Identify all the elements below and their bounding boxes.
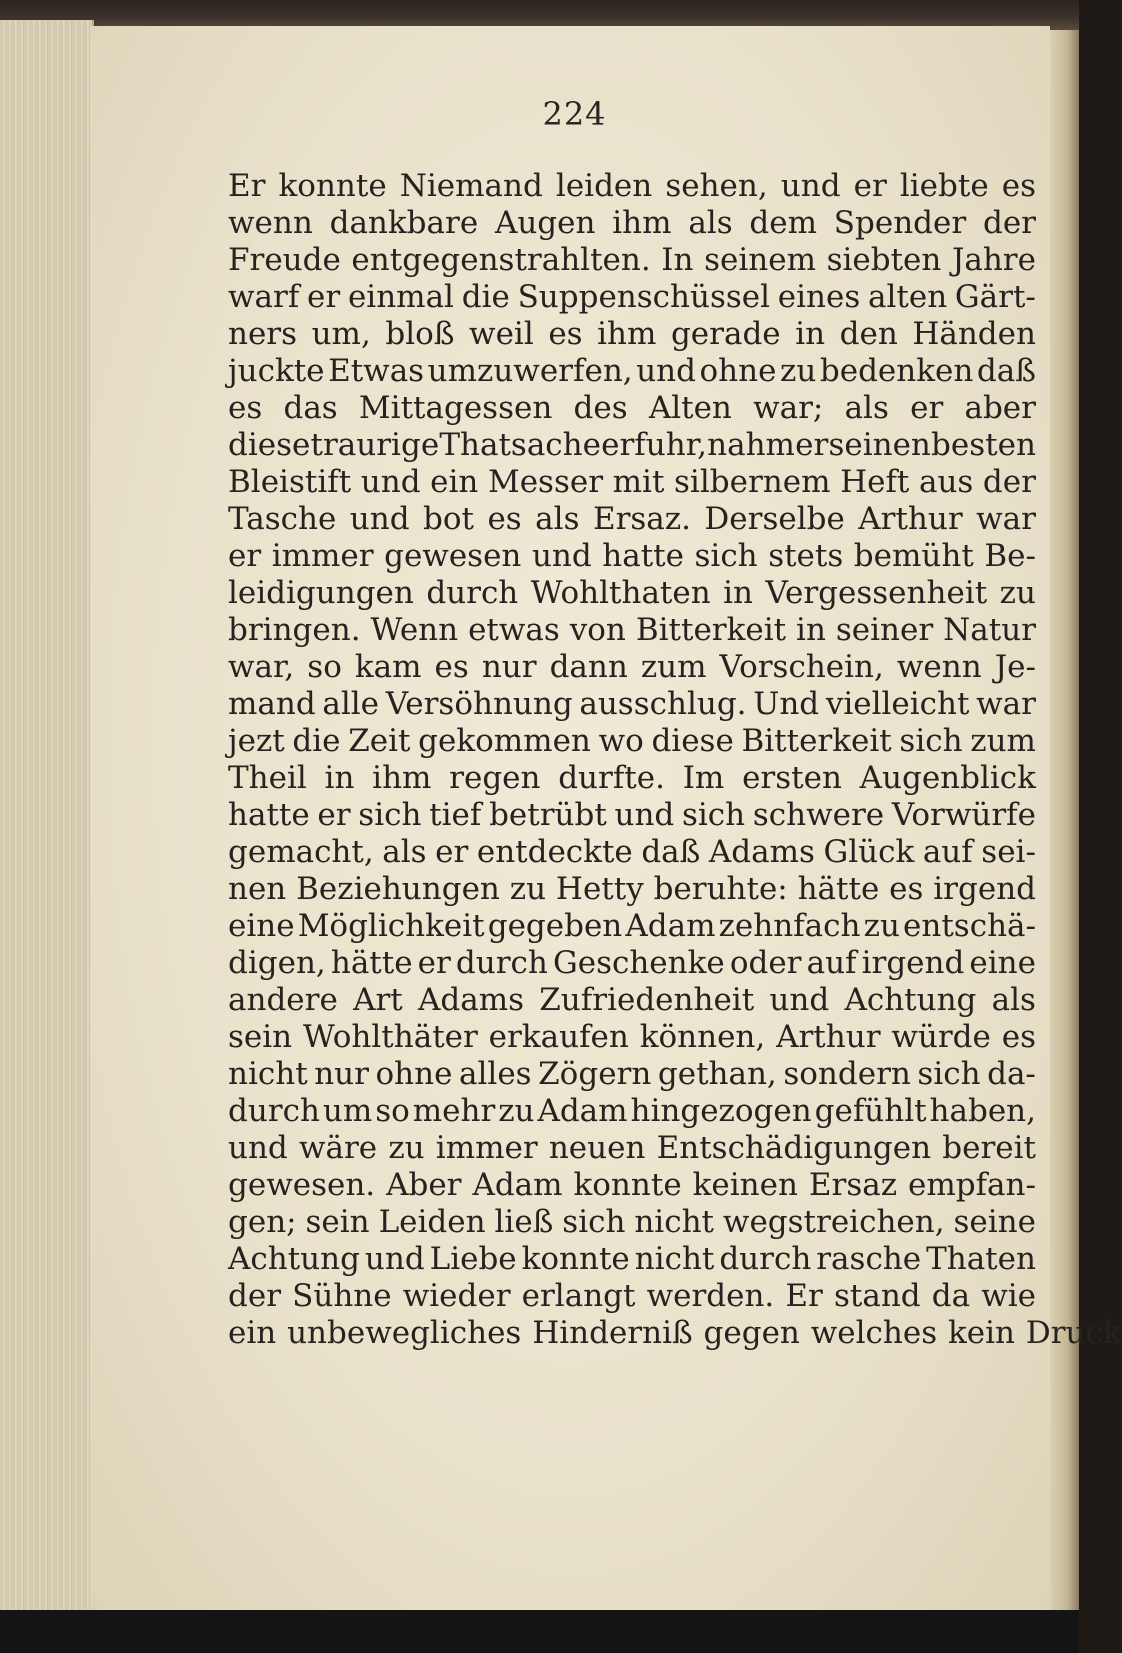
text-line <box>228 797 1036 834</box>
word: Vorschein, <box>719 649 884 685</box>
word: Bitterkeit <box>635 612 787 648</box>
body-text <box>228 168 1122 1352</box>
word: es <box>434 649 469 685</box>
word: und <box>769 982 830 1018</box>
word: sich <box>899 723 963 759</box>
text-line <box>228 205 1036 242</box>
word: hätte <box>330 945 413 981</box>
word: Augenblick <box>859 760 1036 796</box>
word: sehen, <box>665 168 768 204</box>
word: Glück <box>823 834 915 870</box>
word: Liebe <box>429 1241 517 1277</box>
word: nahm <box>707 427 795 463</box>
text-line <box>228 834 1036 871</box>
word: konnte <box>521 1241 630 1277</box>
word: Freude <box>228 242 341 278</box>
word: Theil <box>228 760 307 796</box>
word: der <box>982 464 1036 500</box>
word: schwere <box>752 797 885 833</box>
word: sich <box>917 1056 981 1092</box>
word: Hinderniß <box>532 1315 693 1351</box>
word: er <box>228 538 262 574</box>
word: des <box>573 390 628 426</box>
word: den <box>839 316 898 352</box>
word: dem <box>749 205 817 241</box>
word: er <box>317 797 351 833</box>
word: Händen <box>912 316 1036 352</box>
word: dann <box>549 649 628 685</box>
word: die <box>292 723 341 759</box>
word: da- <box>987 1056 1036 1092</box>
word: ausschlug. <box>579 686 747 722</box>
word: Heft <box>840 464 910 500</box>
word: wenn <box>228 205 313 241</box>
text-line <box>228 908 1036 945</box>
word: ihm <box>597 316 657 352</box>
word: er <box>853 168 887 204</box>
word: es <box>1001 1019 1036 1055</box>
word: Er <box>228 168 266 204</box>
word: Alten <box>648 390 732 426</box>
word: als <box>844 390 889 426</box>
word: war, <box>228 649 295 685</box>
word: Jahre <box>951 242 1036 278</box>
word: alle <box>322 686 380 722</box>
word: Wohlthaten <box>530 575 711 611</box>
text-line <box>228 168 1036 205</box>
word: andere <box>228 982 338 1018</box>
word: war; <box>753 390 824 426</box>
word: immer <box>435 1130 538 1166</box>
text-line <box>228 723 1036 760</box>
word: Derselbe <box>704 501 845 537</box>
word: wieder <box>402 1278 511 1314</box>
word: Spender <box>833 205 967 241</box>
word: Bleistift <box>228 464 352 500</box>
word: und <box>364 1241 425 1277</box>
word: sein <box>305 1204 370 1240</box>
text-line <box>228 1130 1036 1167</box>
word: als <box>535 501 580 537</box>
word: alten <box>868 279 948 315</box>
word: und <box>360 464 421 500</box>
word: zu <box>780 353 817 389</box>
word: auf <box>922 834 973 870</box>
word: kam <box>354 649 422 685</box>
word: eine <box>228 908 295 944</box>
word: zu <box>388 1130 425 1166</box>
word: Suppenschüssel <box>517 279 771 315</box>
text-line <box>228 982 1036 1019</box>
word: es <box>228 390 263 426</box>
word: aus <box>918 464 974 500</box>
word: kein <box>947 1315 1015 1351</box>
word: durfte. <box>558 760 665 796</box>
word: erfuhr, <box>601 427 707 463</box>
word: Adam <box>537 1093 628 1129</box>
word: eines <box>777 279 861 315</box>
word: als <box>382 834 427 870</box>
word: Entschädigungen <box>656 1130 932 1166</box>
word: Aber <box>386 1167 462 1203</box>
word: Er <box>785 1278 823 1314</box>
word: Bitterkeit <box>741 723 892 759</box>
word: durch <box>455 945 548 981</box>
word: eine <box>969 945 1036 981</box>
word: weil <box>469 316 534 352</box>
word: Adams <box>708 834 815 870</box>
word: und <box>636 353 696 389</box>
word: entgegenstrahlten. <box>351 242 651 278</box>
word: Vergessenheit <box>765 575 988 611</box>
word: als <box>688 205 733 241</box>
word: gewesen <box>384 538 522 574</box>
word: so <box>307 649 342 685</box>
word: es <box>487 501 522 537</box>
word: Sühne <box>292 1278 392 1314</box>
word: entdeckte <box>476 834 633 870</box>
word: seinem <box>704 242 816 278</box>
word: nicht <box>634 1204 715 1240</box>
word: und <box>228 1130 288 1166</box>
text-line <box>228 390 1036 427</box>
word: Wenn <box>370 612 459 648</box>
text-line <box>228 871 1036 908</box>
word: bemüht <box>853 538 974 574</box>
text-line <box>228 1019 1036 1056</box>
word: neuen <box>548 1130 646 1166</box>
word: Natur <box>943 612 1036 648</box>
word: Augen <box>494 205 596 241</box>
text-line <box>228 1278 1036 1315</box>
word: In <box>661 242 694 278</box>
word: regen <box>449 760 541 796</box>
word: bot <box>423 501 474 537</box>
text-line <box>228 1167 1036 1204</box>
word: würde <box>891 1019 991 1055</box>
word: Arthur <box>776 1019 881 1055</box>
word: zum <box>970 723 1036 759</box>
word: gefühlt <box>814 1093 927 1129</box>
word: umzuwerfen, <box>427 353 633 389</box>
word: erkaufen <box>488 1019 629 1055</box>
text-line <box>228 612 1036 649</box>
word: konnte <box>278 168 387 204</box>
word: hingezogen <box>630 1093 812 1129</box>
word: in <box>795 316 826 352</box>
word: da <box>931 1278 971 1314</box>
word: vielleicht <box>825 686 970 722</box>
word: er <box>435 834 469 870</box>
word: silbernem <box>674 464 831 500</box>
text-line <box>228 538 1036 575</box>
word: liebte <box>899 168 989 204</box>
word: der <box>982 205 1036 241</box>
word: sich <box>694 538 758 574</box>
text-line <box>228 1093 1036 1130</box>
word: er <box>417 945 451 981</box>
word: wie <box>981 1278 1036 1314</box>
word: haben, <box>929 1093 1036 1129</box>
text-line <box>228 945 1036 982</box>
word: oder <box>729 945 802 981</box>
word: stand <box>833 1278 921 1314</box>
word: irgend <box>861 945 965 981</box>
word: welches <box>810 1315 938 1351</box>
word: Tasche <box>228 501 337 537</box>
text-line <box>228 1056 1036 1093</box>
word: Art <box>353 982 403 1018</box>
word: Geschenke <box>552 945 725 981</box>
word: Im <box>682 760 725 796</box>
word: Adam <box>472 1167 563 1203</box>
word: traurige <box>310 427 440 463</box>
word: Ersaz. <box>592 501 691 537</box>
word: Arthur <box>858 501 963 537</box>
word: Adams <box>417 982 525 1018</box>
word: gerade <box>670 316 781 352</box>
word: Mittagessen <box>358 390 553 426</box>
word: Druck <box>1025 1315 1122 1351</box>
word: gegeben <box>487 908 623 944</box>
word: Hetty <box>555 871 644 907</box>
word: er <box>795 427 829 463</box>
word: durch <box>426 575 519 611</box>
word: unbewegliches <box>287 1315 522 1351</box>
word: in <box>723 575 754 611</box>
word: Zufriedenheit <box>539 982 755 1018</box>
word: ein <box>430 464 479 500</box>
word: digen, <box>228 945 326 981</box>
text-line <box>228 760 1036 797</box>
word: entschä- <box>903 908 1036 944</box>
word: zum <box>640 649 707 685</box>
word: siebten <box>826 242 942 278</box>
word: diese <box>228 427 311 463</box>
word: Leiden <box>378 1204 486 1240</box>
word: bloß <box>385 316 455 352</box>
word: Vorwürfe <box>891 797 1036 833</box>
word: können, <box>639 1019 766 1055</box>
word: sondern <box>783 1056 911 1092</box>
text-line <box>228 1241 1036 1278</box>
word: der <box>228 1278 282 1314</box>
word: Be- <box>984 538 1036 574</box>
text-line <box>228 686 1036 723</box>
word: bringen. <box>228 612 361 648</box>
word: irgend <box>933 871 1036 907</box>
word: seiner <box>835 612 934 648</box>
word: er <box>910 390 944 426</box>
text-line <box>228 575 1036 612</box>
word: um <box>322 1093 373 1129</box>
word: einmal <box>347 279 454 315</box>
word: gegen <box>703 1315 800 1351</box>
word: leiden <box>555 168 653 204</box>
word: so <box>375 1093 410 1129</box>
word: Beziehungen <box>296 871 500 907</box>
word: bereit <box>942 1130 1036 1166</box>
text-line <box>228 464 1036 501</box>
word: gemacht, <box>228 834 374 870</box>
word: zu <box>509 871 547 907</box>
word: Möglichkeit <box>297 908 485 944</box>
word: sich <box>562 1204 626 1240</box>
word: sich <box>358 797 422 833</box>
word: diese <box>651 723 734 759</box>
word: etwas <box>468 612 560 648</box>
word: wenn <box>896 649 982 685</box>
word: und <box>780 168 841 204</box>
word: empfan- <box>907 1167 1036 1203</box>
word: Achtung <box>844 982 977 1018</box>
word: gethan, <box>657 1056 777 1092</box>
text-line <box>228 353 1036 390</box>
word: nicht <box>228 1056 308 1092</box>
word: sein <box>228 1019 293 1055</box>
word: war <box>976 501 1036 537</box>
word: Je- <box>994 649 1036 685</box>
scan-bottom-edge <box>0 1610 1079 1653</box>
word: daß <box>641 834 701 870</box>
word: sei- <box>981 834 1036 870</box>
text-line <box>228 1204 1036 1241</box>
word: stets <box>768 538 844 574</box>
word: es <box>889 871 924 907</box>
word: Niemand <box>399 168 543 204</box>
text-line <box>228 279 1036 316</box>
word: hatte <box>228 797 310 833</box>
word: nicht <box>634 1241 715 1277</box>
word: immer <box>271 538 374 574</box>
word: Messer <box>487 464 604 500</box>
word: gen; <box>228 1204 297 1240</box>
word: juckte <box>228 353 325 389</box>
word: konnte <box>573 1167 682 1203</box>
word: nur <box>314 1056 369 1092</box>
word: Adam <box>625 908 716 944</box>
page-number: 224 <box>542 95 607 133</box>
word: in <box>324 760 355 796</box>
word: besten <box>931 427 1036 463</box>
word: Wohlthäter <box>302 1019 478 1055</box>
word: daß <box>976 353 1036 389</box>
word: mand <box>228 686 316 722</box>
word: die <box>461 279 510 315</box>
word: leidigungen <box>228 575 414 611</box>
word: gekommen <box>418 723 591 759</box>
word: Thatsache <box>439 427 601 463</box>
word: und <box>614 797 675 833</box>
word: keinen <box>692 1167 798 1203</box>
word: das <box>283 390 338 426</box>
word: Zeit <box>348 723 411 759</box>
word: ersten <box>742 760 842 796</box>
text-line <box>228 316 1036 353</box>
word: um, <box>311 316 371 352</box>
text-line <box>228 427 1036 464</box>
word: zu <box>863 908 900 944</box>
word: dankbare <box>329 205 479 241</box>
word: Versöhnung <box>385 686 573 722</box>
word: zu <box>999 575 1036 611</box>
word: als <box>991 982 1036 1018</box>
word: auf <box>806 945 857 981</box>
word: ihm <box>372 760 432 796</box>
word: es <box>1001 168 1036 204</box>
word: und <box>531 538 592 574</box>
word: Etwas <box>328 353 425 389</box>
word: von <box>569 612 626 648</box>
word: tief <box>429 797 482 833</box>
word: ein <box>228 1315 277 1351</box>
word: warf <box>228 279 300 315</box>
word: es <box>548 316 583 352</box>
word: bedenken <box>819 353 974 389</box>
word: wo <box>598 723 644 759</box>
word: in <box>796 612 826 648</box>
word: mit <box>612 464 665 500</box>
word: hatte <box>602 538 684 574</box>
word: durch <box>719 1241 812 1277</box>
word: zehnfach <box>718 908 861 944</box>
word: erlangt <box>521 1278 636 1314</box>
word: ohne <box>699 353 777 389</box>
word: wäre <box>298 1130 378 1166</box>
word: durch <box>228 1093 320 1129</box>
word: ließ <box>494 1204 554 1240</box>
word: jezt <box>228 723 285 759</box>
word: war <box>976 686 1036 722</box>
word: gewesen. <box>228 1167 376 1203</box>
word: ners <box>228 316 298 352</box>
word: ohne <box>375 1056 453 1092</box>
word: seine <box>953 1204 1036 1240</box>
word: mehr <box>412 1093 496 1129</box>
word: wegstreichen, <box>722 1204 945 1240</box>
text-line <box>228 649 1036 686</box>
word: Ersaz <box>808 1167 898 1203</box>
word: er <box>307 279 341 315</box>
word: Achtung <box>228 1241 360 1277</box>
word: seinen <box>828 427 931 463</box>
text-line <box>228 242 1036 279</box>
word: Gärt- <box>954 279 1036 315</box>
word: rasche <box>816 1241 922 1277</box>
text-line <box>228 1315 1122 1352</box>
word: Und <box>753 686 820 722</box>
word: alles <box>459 1056 532 1092</box>
word: werden. <box>646 1278 775 1314</box>
word: Thaten <box>926 1241 1036 1277</box>
book-page-edges <box>0 20 94 1610</box>
text-line <box>228 501 1036 538</box>
word: hätte <box>797 871 880 907</box>
word: sich <box>681 797 746 833</box>
word: Zögern <box>538 1056 652 1092</box>
book-gutter-edge <box>1050 30 1079 1620</box>
word: aber <box>964 390 1036 426</box>
word: ihm <box>612 205 672 241</box>
word: betrübt <box>489 797 607 833</box>
word: nur <box>481 649 537 685</box>
word: nen <box>228 871 287 907</box>
word: zu <box>498 1093 535 1129</box>
word: beruhte: <box>653 871 788 907</box>
word: und <box>349 501 410 537</box>
